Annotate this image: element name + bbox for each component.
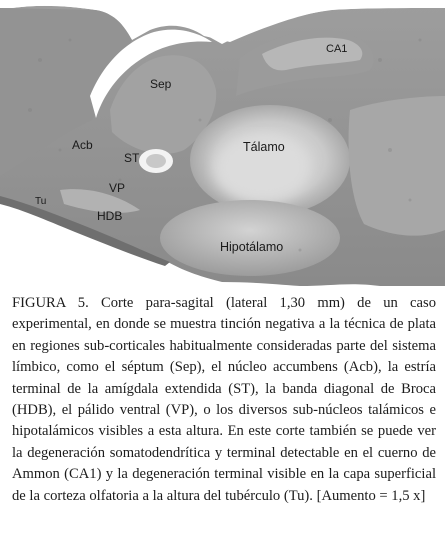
label-tu: Tu <box>35 196 47 207</box>
label-vp: VP <box>109 181 126 195</box>
label-st: ST <box>124 151 140 165</box>
brainstem-region <box>349 96 445 236</box>
figure-caption: FIGURA 5. Corte para-sagital (lateral 1,30 mm) de un caso experimental, en donde se muestra tinción negativa a la técnica de plata en regiones sub-corticales habitualmente consideradas parte del sistema límbico, como el séptum (Sep), el núcleo accumbens (Acb), la estría terminal de la amígdala extendida (ST), la banda diagonal de Broca (HDB), el pálido ventral (VP), o los diversos sub-núcleos talámicos e hipotalámicos visibles a esta altura. En este corte también se puede ver la degeneración somatodendrítica y terminal detectable en el cuerno de Ammon (CA1) y la degeneración terminal visible en la capa superficial de la corteza olfatoria a la altura del tubérculo (Tu). [Aumento = 1,5 x] <box>12 295 436 504</box>
label-ca1: CA1 <box>326 43 348 55</box>
label-hipotalamo: Hipotálamo <box>220 240 284 254</box>
hypothalamus-region <box>160 200 340 276</box>
label-sep: Sep <box>150 77 172 91</box>
label-hdb: HDB <box>97 209 123 223</box>
label-acb: Acb <box>72 138 93 152</box>
label-talamo: Tálamo <box>243 140 285 154</box>
